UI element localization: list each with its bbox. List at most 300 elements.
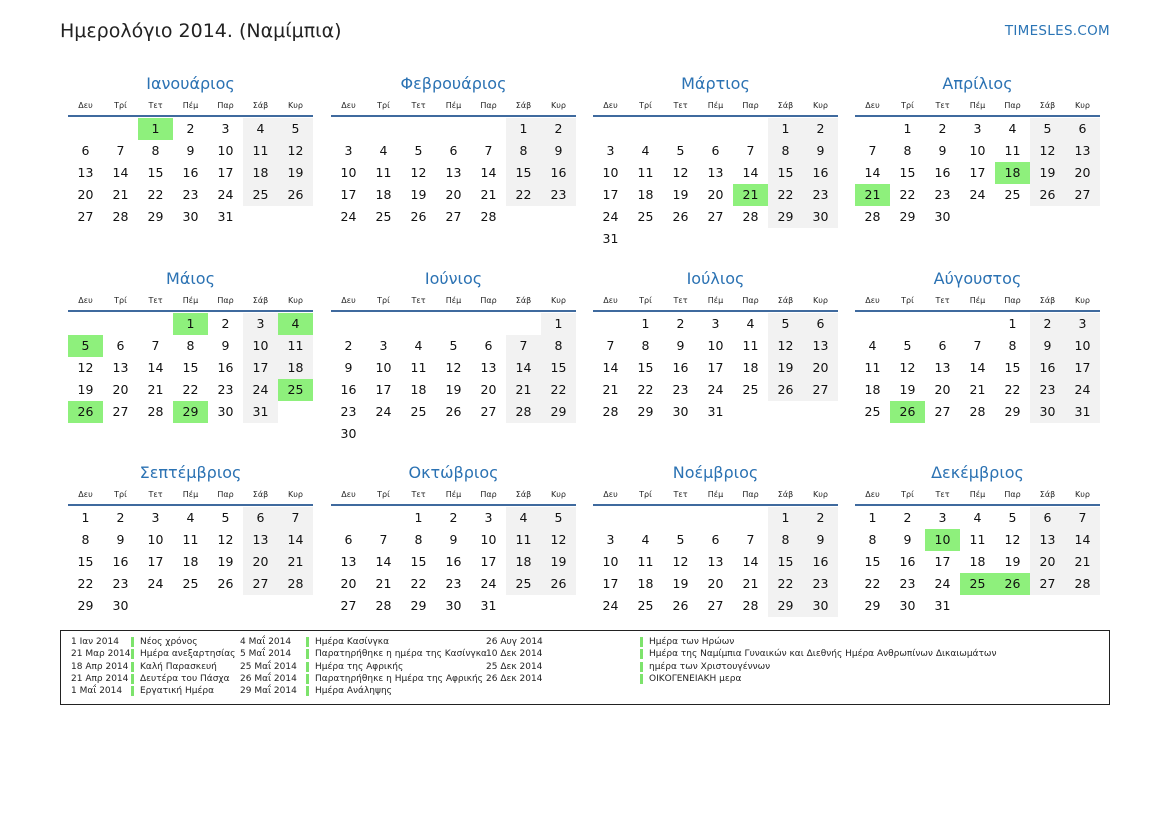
day-cell: 20 bbox=[445, 187, 462, 202]
day-cell: 18 bbox=[182, 554, 199, 569]
holidays-column-3 bbox=[486, 636, 996, 685]
day-cell: 14 bbox=[147, 360, 164, 375]
holiday-marker bbox=[131, 637, 134, 647]
header-divider bbox=[68, 310, 313, 312]
month-title: Αύγουστος bbox=[933, 269, 1022, 288]
day-cell: 5 bbox=[676, 143, 685, 158]
weekday-label: Τρί bbox=[639, 490, 652, 499]
weekday-label: Παρ bbox=[480, 490, 497, 499]
day-cell: 4 bbox=[243, 118, 278, 140]
day-cell: 21 bbox=[375, 576, 392, 591]
day-cell: 6 bbox=[449, 143, 458, 158]
day-cell: 3 bbox=[973, 121, 982, 136]
weekday-header bbox=[593, 487, 838, 502]
weekday-label: Σάβ bbox=[252, 490, 269, 499]
days-grid bbox=[68, 507, 313, 617]
day-cell: 10 bbox=[969, 143, 986, 158]
day-cell: 2 bbox=[803, 507, 838, 529]
weekday-label: Σάβ bbox=[515, 490, 532, 499]
month-block bbox=[855, 267, 1100, 423]
day-cell: 4 bbox=[641, 532, 650, 547]
empty-cell bbox=[471, 313, 506, 335]
weekday-label: Πέμ bbox=[445, 296, 462, 305]
day-cell: 13 bbox=[480, 360, 497, 375]
day-cell: 6 bbox=[1065, 118, 1100, 140]
day-cell: 15 bbox=[147, 165, 164, 180]
weekday-label: Παρ bbox=[742, 296, 759, 305]
weekday-label: Σάβ bbox=[515, 101, 532, 110]
day-cell: 7 bbox=[116, 143, 125, 158]
holiday-entry bbox=[240, 673, 487, 685]
day-cell: 26 bbox=[768, 379, 803, 401]
day-cell: 21 bbox=[506, 379, 541, 401]
day-cell: 20 bbox=[1030, 551, 1065, 573]
holiday-name: Νέος χρόνος bbox=[140, 637, 198, 648]
weekday-label: Σάβ bbox=[777, 296, 794, 305]
day-cell: 7 bbox=[746, 143, 755, 158]
day-cell: 16 bbox=[672, 360, 689, 375]
weekday-label: Δευ bbox=[341, 490, 356, 499]
weekday-label: Τρί bbox=[901, 101, 914, 110]
day-cell: 30 bbox=[445, 598, 462, 613]
day-cell: 1 bbox=[768, 507, 803, 529]
weekday-header bbox=[593, 293, 838, 308]
day-cell: 17 bbox=[1065, 357, 1100, 379]
month-title: Μάρτιος bbox=[681, 74, 750, 93]
weekday-label: Δευ bbox=[603, 296, 618, 305]
site-link[interactable]: TIMESLES.COM bbox=[1004, 23, 1110, 39]
day-cell: 12 bbox=[217, 532, 234, 547]
holiday-date: 1 Μαΐ 2014 bbox=[71, 686, 123, 697]
holiday-day-cell: 5 bbox=[68, 335, 103, 357]
day-cell: 8 bbox=[768, 529, 803, 551]
empty-cell bbox=[103, 118, 138, 140]
day-cell: 12 bbox=[410, 165, 427, 180]
day-cell: 14 bbox=[112, 165, 129, 180]
empty-cell bbox=[960, 313, 995, 335]
holiday-day-cell: 25 bbox=[278, 379, 313, 401]
day-cell: 25 bbox=[864, 404, 881, 419]
day-cell: 18 bbox=[375, 187, 392, 202]
weekday-label: Κυρ bbox=[813, 296, 828, 305]
empty-cell bbox=[68, 313, 103, 335]
day-cell: 29 bbox=[1004, 404, 1021, 419]
day-cell: 19 bbox=[77, 382, 94, 397]
day-cell: 17 bbox=[375, 382, 392, 397]
holiday-day-cell: 21 bbox=[733, 184, 768, 206]
day-cell: 19 bbox=[768, 357, 803, 379]
weekday-label: Κυρ bbox=[1075, 296, 1090, 305]
day-cell: 6 bbox=[803, 313, 838, 335]
day-cell: 12 bbox=[77, 360, 94, 375]
weekday-label: Δευ bbox=[341, 101, 356, 110]
day-cell: 26 bbox=[410, 209, 427, 224]
day-cell: 27 bbox=[934, 404, 951, 419]
day-cell: 21 bbox=[147, 382, 164, 397]
weekday-label: Τρί bbox=[639, 296, 652, 305]
day-cell: 31 bbox=[934, 598, 951, 613]
day-cell: 28 bbox=[1065, 573, 1100, 595]
holiday-entry bbox=[240, 685, 487, 697]
empty-cell bbox=[663, 118, 698, 140]
weekday-label: Παρ bbox=[480, 101, 497, 110]
day-cell: 1 bbox=[768, 118, 803, 140]
holiday-name: Ημέρα ανεξαρτησίας bbox=[140, 649, 236, 660]
day-cell: 9 bbox=[803, 529, 838, 551]
day-cell: 25 bbox=[506, 573, 541, 595]
holiday-name: Παρατηρήθηκε η Ημέρα της Αφρικής bbox=[315, 674, 483, 685]
day-cell: 27 bbox=[707, 598, 724, 613]
holidays-legend bbox=[60, 630, 1110, 705]
day-cell: 12 bbox=[1030, 140, 1065, 162]
holiday-marker bbox=[640, 649, 643, 659]
day-cell: 23 bbox=[182, 187, 199, 202]
day-cell: 21 bbox=[969, 382, 986, 397]
holiday-day-cell: 26 bbox=[68, 401, 103, 423]
day-cell: 8 bbox=[903, 143, 912, 158]
day-cell: 16 bbox=[934, 165, 951, 180]
day-cell: 14 bbox=[742, 554, 759, 569]
weekday-label: Πέμ bbox=[182, 490, 199, 499]
holidays-column-2 bbox=[240, 636, 487, 697]
day-cell: 18 bbox=[410, 382, 427, 397]
holiday-marker bbox=[306, 686, 309, 696]
day-cell: 1 bbox=[414, 510, 423, 525]
weekday-label: Τρί bbox=[377, 101, 390, 110]
day-cell: 11 bbox=[637, 165, 654, 180]
holiday-date: 18 Απρ 2014 bbox=[71, 661, 129, 672]
day-cell: 4 bbox=[1008, 121, 1017, 136]
day-cell: 19 bbox=[278, 162, 313, 184]
day-cell: 10 bbox=[707, 338, 724, 353]
day-cell: 10 bbox=[602, 554, 619, 569]
weekday-label: Πέμ bbox=[707, 296, 724, 305]
day-cell: 12 bbox=[672, 554, 689, 569]
day-cell: 15 bbox=[182, 360, 199, 375]
holiday-marker bbox=[131, 686, 134, 696]
day-cell: 30 bbox=[803, 595, 838, 617]
day-cell: 14 bbox=[375, 554, 392, 569]
day-cell: 22 bbox=[768, 573, 803, 595]
day-cell: 15 bbox=[768, 551, 803, 573]
day-cell: 1 bbox=[868, 510, 877, 525]
day-cell: 9 bbox=[186, 143, 195, 158]
day-cell: 10 bbox=[217, 143, 234, 158]
holiday-day-cell: 1 bbox=[173, 313, 208, 335]
day-cell: 23 bbox=[112, 576, 129, 591]
weekday-label: Παρ bbox=[480, 296, 497, 305]
day-cell: 3 bbox=[221, 121, 230, 136]
holiday-entry bbox=[486, 661, 996, 673]
day-cell: 23 bbox=[803, 573, 838, 595]
day-cell: 29 bbox=[637, 404, 654, 419]
day-cell: 5 bbox=[676, 532, 685, 547]
weekday-label: Τετ bbox=[673, 296, 688, 305]
day-cell: 17 bbox=[243, 357, 278, 379]
weekday-label: Πέμ bbox=[182, 101, 199, 110]
holiday-date: 25 Μαΐ 2014 bbox=[240, 661, 297, 672]
day-cell: 4 bbox=[973, 510, 982, 525]
day-cell: 19 bbox=[541, 551, 576, 573]
weekday-label: Τρί bbox=[114, 101, 127, 110]
day-cell: 21 bbox=[480, 187, 497, 202]
day-cell: 30 bbox=[112, 598, 129, 613]
days-grid bbox=[331, 118, 576, 228]
month-title: Οκτώβριος bbox=[408, 463, 499, 482]
day-cell: 3 bbox=[1065, 313, 1100, 335]
day-cell: 19 bbox=[217, 554, 234, 569]
weekday-label: Τετ bbox=[935, 296, 950, 305]
weekday-label: Τετ bbox=[935, 101, 950, 110]
holiday-marker bbox=[640, 674, 643, 684]
day-cell: 25 bbox=[742, 382, 759, 397]
weekday-label: Δευ bbox=[78, 490, 93, 499]
weekday-label: Δευ bbox=[603, 490, 618, 499]
day-cell: 25 bbox=[375, 209, 392, 224]
day-cell: 30 bbox=[340, 426, 357, 441]
day-cell: 31 bbox=[602, 231, 619, 246]
weekday-label: Κυρ bbox=[813, 490, 828, 499]
month-block bbox=[68, 267, 313, 423]
day-cell: 16 bbox=[182, 165, 199, 180]
holiday-date: 26 Δεκ 2014 bbox=[486, 674, 543, 685]
day-cell: 4 bbox=[868, 338, 877, 353]
day-cell: 28 bbox=[742, 598, 759, 613]
empty-cell bbox=[663, 507, 698, 529]
day-cell: 11 bbox=[182, 532, 199, 547]
day-cell: 31 bbox=[1065, 401, 1100, 423]
holiday-marker bbox=[640, 637, 643, 647]
weekday-label: Πέμ bbox=[445, 101, 462, 110]
day-cell: 13 bbox=[77, 165, 94, 180]
day-cell: 13 bbox=[1030, 529, 1065, 551]
day-cell: 22 bbox=[506, 184, 541, 206]
day-cell: 27 bbox=[243, 573, 278, 595]
weekday-label: Πέμ bbox=[707, 490, 724, 499]
header-divider bbox=[68, 504, 313, 506]
empty-cell bbox=[436, 118, 471, 140]
day-cell: 9 bbox=[116, 532, 125, 547]
weekday-label: Κυρ bbox=[288, 490, 303, 499]
day-cell: 13 bbox=[707, 165, 724, 180]
holiday-date: 26 Μαΐ 2014 bbox=[240, 674, 297, 685]
day-cell: 12 bbox=[278, 140, 313, 162]
day-cell: 24 bbox=[707, 382, 724, 397]
day-cell: 2 bbox=[803, 118, 838, 140]
day-cell: 28 bbox=[602, 404, 619, 419]
day-cell: 13 bbox=[707, 554, 724, 569]
day-cell: 9 bbox=[803, 140, 838, 162]
day-cell: 27 bbox=[340, 598, 357, 613]
day-cell: 19 bbox=[899, 382, 916, 397]
day-cell: 13 bbox=[243, 529, 278, 551]
weekday-label: Πέμ bbox=[969, 296, 986, 305]
day-cell: 30 bbox=[803, 206, 838, 228]
holiday-entry bbox=[486, 636, 996, 648]
day-cell: 8 bbox=[186, 338, 195, 353]
day-cell: 8 bbox=[641, 338, 650, 353]
day-cell: 28 bbox=[506, 401, 541, 423]
day-cell: 11 bbox=[410, 360, 427, 375]
day-cell: 31 bbox=[243, 401, 278, 423]
day-cell: 30 bbox=[1030, 401, 1065, 423]
day-cell: 19 bbox=[410, 187, 427, 202]
empty-cell bbox=[366, 313, 401, 335]
day-cell: 2 bbox=[903, 510, 912, 525]
day-cell: 8 bbox=[541, 335, 576, 357]
month-block bbox=[855, 72, 1100, 228]
day-cell: 14 bbox=[480, 165, 497, 180]
day-cell: 2 bbox=[541, 118, 576, 140]
holiday-date: 5 Μαΐ 2014 bbox=[240, 649, 292, 660]
days-grid bbox=[68, 313, 313, 423]
day-cell: 19 bbox=[445, 382, 462, 397]
day-cell: 22 bbox=[147, 187, 164, 202]
holiday-day-cell: 25 bbox=[960, 573, 995, 595]
day-cell: 5 bbox=[768, 313, 803, 335]
day-cell: 13 bbox=[934, 360, 951, 375]
day-cell: 9 bbox=[903, 532, 912, 547]
days-grid bbox=[68, 118, 313, 228]
day-cell: 27 bbox=[112, 404, 129, 419]
day-cell: 22 bbox=[182, 382, 199, 397]
empty-cell bbox=[401, 313, 436, 335]
month-block bbox=[331, 72, 576, 228]
day-cell: 10 bbox=[340, 165, 357, 180]
day-cell: 11 bbox=[969, 532, 986, 547]
day-cell: 11 bbox=[742, 338, 759, 353]
weekday-label: Τετ bbox=[148, 101, 163, 110]
day-cell: 6 bbox=[81, 143, 90, 158]
day-cell: 4 bbox=[186, 510, 195, 525]
empty-cell bbox=[890, 313, 925, 335]
weekday-label: Παρ bbox=[1004, 296, 1021, 305]
day-cell: 9 bbox=[344, 360, 353, 375]
weekday-label: Τρί bbox=[901, 296, 914, 305]
month-title: Σεπτέμβριος bbox=[139, 463, 242, 482]
day-cell: 4 bbox=[641, 143, 650, 158]
day-cell: 20 bbox=[77, 187, 94, 202]
day-cell: 14 bbox=[1065, 529, 1100, 551]
weekday-label: Τετ bbox=[935, 490, 950, 499]
header-divider bbox=[855, 310, 1100, 312]
day-cell: 8 bbox=[768, 140, 803, 162]
weekday-label: Παρ bbox=[742, 490, 759, 499]
days-grid bbox=[855, 118, 1100, 228]
weekday-label: Τετ bbox=[411, 296, 426, 305]
weekday-label: Κυρ bbox=[551, 296, 566, 305]
empty-cell bbox=[331, 118, 366, 140]
day-cell: 15 bbox=[637, 360, 654, 375]
day-cell: 13 bbox=[1065, 140, 1100, 162]
weekday-label: Σάβ bbox=[777, 101, 794, 110]
day-cell: 1 bbox=[1008, 316, 1017, 331]
day-cell: 30 bbox=[182, 209, 199, 224]
day-cell: 18 bbox=[506, 551, 541, 573]
day-cell: 3 bbox=[344, 143, 353, 158]
day-cell: 24 bbox=[340, 209, 357, 224]
weekday-label: Κυρ bbox=[551, 490, 566, 499]
day-cell: 30 bbox=[899, 598, 916, 613]
day-cell: 10 bbox=[480, 532, 497, 547]
day-cell: 16 bbox=[899, 554, 916, 569]
month-title: Δεκέμβριος bbox=[931, 463, 1024, 482]
day-cell: 30 bbox=[217, 404, 234, 419]
header-divider bbox=[593, 115, 838, 117]
empty-cell bbox=[506, 313, 541, 335]
day-cell: 2 bbox=[221, 316, 230, 331]
empty-cell bbox=[331, 507, 366, 529]
weekday-label: Τρί bbox=[114, 296, 127, 305]
weekday-label: Τρί bbox=[377, 490, 390, 499]
weekday-label: Πέμ bbox=[969, 101, 986, 110]
day-cell: 2 bbox=[1030, 313, 1065, 335]
weekday-label: Τετ bbox=[148, 490, 163, 499]
day-cell: 23 bbox=[672, 382, 689, 397]
empty-cell bbox=[138, 313, 173, 335]
empty-cell bbox=[628, 507, 663, 529]
day-cell: 17 bbox=[340, 187, 357, 202]
month-block bbox=[855, 461, 1100, 617]
day-cell: 24 bbox=[1065, 379, 1100, 401]
day-cell: 1 bbox=[641, 316, 650, 331]
holiday-marker bbox=[306, 637, 309, 647]
day-cell: 15 bbox=[1004, 360, 1021, 375]
day-cell: 8 bbox=[81, 532, 90, 547]
day-cell: 28 bbox=[112, 209, 129, 224]
holiday-date: 21 Απρ 2014 bbox=[71, 674, 129, 685]
weekday-label: Τετ bbox=[673, 101, 688, 110]
day-cell: 14 bbox=[742, 165, 759, 180]
weekday-header bbox=[855, 487, 1100, 502]
weekday-header bbox=[331, 98, 576, 113]
day-cell: 28 bbox=[278, 573, 313, 595]
day-cell: 31 bbox=[480, 598, 497, 613]
weekday-header bbox=[855, 98, 1100, 113]
weekday-label: Σάβ bbox=[252, 296, 269, 305]
holiday-entry bbox=[71, 661, 235, 673]
day-cell: 27 bbox=[1065, 184, 1100, 206]
weekday-label: Δευ bbox=[78, 101, 93, 110]
day-cell: 26 bbox=[278, 184, 313, 206]
day-cell: 11 bbox=[637, 554, 654, 569]
day-cell: 2 bbox=[938, 121, 947, 136]
day-cell: 20 bbox=[707, 576, 724, 591]
month-block bbox=[68, 461, 313, 617]
day-cell: 15 bbox=[506, 162, 541, 184]
day-cell: 23 bbox=[445, 576, 462, 591]
weekday-label: Πέμ bbox=[969, 490, 986, 499]
day-cell: 20 bbox=[934, 382, 951, 397]
day-cell: 13 bbox=[340, 554, 357, 569]
day-cell: 29 bbox=[768, 206, 803, 228]
holiday-name: Εργατική Ημέρα bbox=[140, 686, 214, 697]
day-cell: 14 bbox=[864, 165, 881, 180]
day-cell: 11 bbox=[1004, 143, 1021, 158]
day-cell: 29 bbox=[864, 598, 881, 613]
day-cell: 28 bbox=[864, 209, 881, 224]
weekday-header bbox=[331, 487, 576, 502]
day-cell: 22 bbox=[899, 187, 916, 202]
weekday-header bbox=[68, 487, 313, 502]
day-cell: 26 bbox=[541, 573, 576, 595]
empty-cell bbox=[628, 118, 663, 140]
empty-cell bbox=[68, 118, 103, 140]
day-cell: 20 bbox=[803, 357, 838, 379]
month-block bbox=[593, 461, 838, 617]
day-cell: 5 bbox=[221, 510, 230, 525]
day-cell: 3 bbox=[243, 313, 278, 335]
